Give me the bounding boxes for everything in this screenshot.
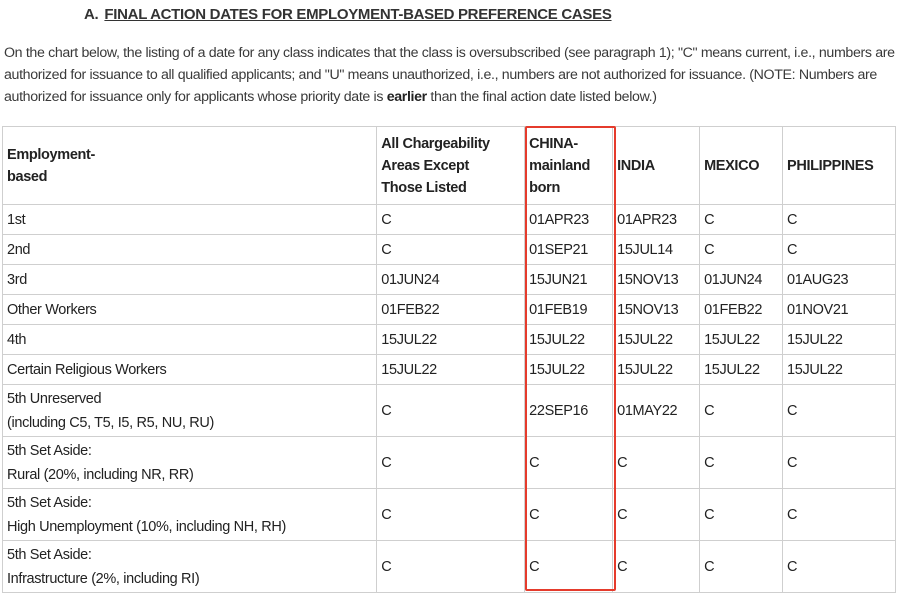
date-cell: 15JUL22 bbox=[377, 355, 525, 385]
date-cell: 01FEB19 bbox=[525, 295, 613, 325]
row-label bbox=[3, 205, 377, 235]
row-label-line: 2nd bbox=[7, 241, 31, 258]
header-text: CHINA- bbox=[529, 135, 578, 152]
table-row bbox=[3, 295, 896, 325]
row-label bbox=[3, 295, 377, 325]
date-cell: C bbox=[613, 489, 700, 541]
header-text: All Chargeability bbox=[381, 135, 490, 152]
table-row bbox=[3, 489, 896, 541]
row-label-line: Certain Religious Workers bbox=[7, 361, 167, 378]
date-cell: C bbox=[783, 489, 896, 541]
row-label-line: 5th Set Aside: bbox=[7, 546, 92, 563]
row-label-line: Infrastructure (2%, including RI) bbox=[7, 570, 200, 587]
date-cell: C bbox=[613, 437, 700, 489]
date-cell: 01FEB22 bbox=[700, 295, 783, 325]
row-label bbox=[3, 265, 377, 295]
date-cell: C bbox=[700, 541, 783, 593]
row-label-line: Rural (20%, including NR, RR) bbox=[7, 466, 194, 483]
header-text: Areas Except bbox=[381, 157, 469, 174]
header-text: based bbox=[7, 168, 48, 185]
table-row bbox=[3, 385, 896, 437]
date-cell: 01NOV21 bbox=[783, 295, 896, 325]
date-cell: 15NOV13 bbox=[613, 295, 700, 325]
header-mexico: MEXICO bbox=[700, 127, 783, 205]
section-heading bbox=[84, 6, 612, 23]
date-cell: C bbox=[525, 541, 613, 593]
date-cell: 15JUL22 bbox=[700, 355, 783, 385]
row-label-line: 5th Unreserved bbox=[7, 390, 102, 407]
date-cell: C bbox=[377, 235, 525, 265]
table-row bbox=[3, 205, 896, 235]
date-cell: 15JUL14 bbox=[613, 235, 700, 265]
table-row bbox=[3, 437, 896, 489]
row-label-line: 1st bbox=[7, 211, 26, 228]
row-label bbox=[3, 385, 377, 437]
row-label-line: (including C5, T5, I5, R5, NU, RU) bbox=[7, 414, 215, 431]
row-label-line: High Unemployment (10%, including NH, RH) bbox=[7, 518, 286, 535]
date-cell: C bbox=[377, 437, 525, 489]
row-label bbox=[3, 541, 377, 593]
date-cell: 15JUL22 bbox=[525, 355, 613, 385]
date-cell: 01APR23 bbox=[525, 205, 613, 235]
date-cell: C bbox=[525, 489, 613, 541]
date-cell: C bbox=[525, 437, 613, 489]
row-label bbox=[3, 325, 377, 355]
date-cell: C bbox=[783, 385, 896, 437]
date-cell: 15JUL22 bbox=[525, 325, 613, 355]
date-cell: C bbox=[783, 541, 896, 593]
date-cell: 01JUN24 bbox=[700, 265, 783, 295]
date-cell: C bbox=[377, 205, 525, 235]
date-cell: C bbox=[783, 235, 896, 265]
date-cell: 15JUL22 bbox=[377, 325, 525, 355]
row-label bbox=[3, 235, 377, 265]
date-cell: C bbox=[700, 235, 783, 265]
intro-bold-word: earlier bbox=[386, 89, 427, 105]
date-cell: 22SEP16 bbox=[525, 385, 613, 437]
intro-paragraph bbox=[4, 42, 898, 108]
date-cell: C bbox=[377, 489, 525, 541]
table-row bbox=[3, 355, 896, 385]
intro-text-1: On the chart below, the listing of a date for any class indicates that the class is oversubscribed (see paragraph 1); "C" means current, i.e., numbers are authorized for issuance to all qualified applicants; and "U" means unauthorized, i.e., numbers are not authorized for issuance. (NOTE: Numbers are authorized for issuance only for applicants whose priority date is bbox=[4, 45, 895, 105]
section-title: FINAL ACTION DATES FOR EMPLOYMENT-BASED PREFERENCE CASES bbox=[104, 6, 612, 23]
intro-text-2: than the final action date listed below.) bbox=[426, 89, 657, 105]
table-row bbox=[3, 325, 896, 355]
date-cell: 15JUL22 bbox=[700, 325, 783, 355]
date-cell: C bbox=[700, 385, 783, 437]
row-label-line: Other Workers bbox=[7, 301, 97, 318]
date-cell: C bbox=[700, 489, 783, 541]
row-label-line: 5th Set Aside: bbox=[7, 494, 92, 511]
header-employment-based bbox=[3, 127, 377, 205]
header-all-chargeability bbox=[377, 127, 525, 205]
date-cell: C bbox=[377, 541, 525, 593]
row-label bbox=[3, 489, 377, 541]
date-cell: 15JUL22 bbox=[783, 325, 896, 355]
date-cell: C bbox=[700, 205, 783, 235]
header-text: Those Listed bbox=[381, 179, 467, 196]
date-cell: C bbox=[700, 437, 783, 489]
date-cell: 01APR23 bbox=[613, 205, 700, 235]
date-cell: C bbox=[783, 437, 896, 489]
table-row bbox=[3, 265, 896, 295]
date-cell: 01SEP21 bbox=[525, 235, 613, 265]
row-label-line: 3rd bbox=[7, 271, 27, 288]
row-label bbox=[3, 355, 377, 385]
date-cell: 01JUN24 bbox=[377, 265, 525, 295]
date-cell: 01MAY22 bbox=[613, 385, 700, 437]
header-text: born bbox=[529, 179, 560, 196]
date-cell: C bbox=[613, 541, 700, 593]
date-cell: 15JUN21 bbox=[525, 265, 613, 295]
row-label-line: 4th bbox=[7, 331, 27, 348]
row-label-line: 5th Set Aside: bbox=[7, 442, 92, 459]
final-action-dates-table bbox=[2, 126, 896, 593]
header-text: Employment- bbox=[7, 146, 95, 163]
date-cell: C bbox=[377, 385, 525, 437]
table-header-row bbox=[3, 127, 896, 205]
date-cell: 15JUL22 bbox=[613, 355, 700, 385]
date-cell: C bbox=[783, 205, 896, 235]
header-china bbox=[525, 127, 613, 205]
row-label bbox=[3, 437, 377, 489]
table-row bbox=[3, 235, 896, 265]
date-cell: 15JUL22 bbox=[613, 325, 700, 355]
header-philippines: PHILIPPINES bbox=[783, 127, 896, 205]
date-cell: 01FEB22 bbox=[377, 295, 525, 325]
header-india: INDIA bbox=[613, 127, 700, 205]
date-cell: 15NOV13 bbox=[613, 265, 700, 295]
date-cell: 01AUG23 bbox=[783, 265, 896, 295]
date-cell: 15JUL22 bbox=[783, 355, 896, 385]
header-text: mainland bbox=[529, 157, 591, 174]
table-row bbox=[3, 541, 896, 593]
section-letter: A. bbox=[84, 6, 99, 23]
